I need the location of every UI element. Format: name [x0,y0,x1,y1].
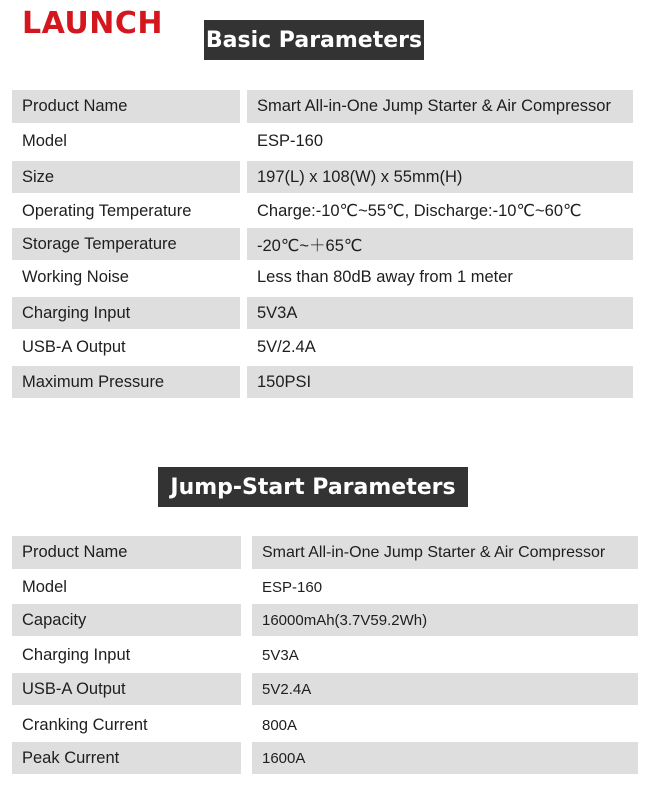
launch-logo: LAUNCH [22,6,164,41]
table-row [0,673,656,705]
param-label: Model [22,577,67,596]
param-value: Smart All-in-One Jump Starter & Air Compressor [252,536,638,569]
param-value: ESP-160 [257,132,324,150]
table-row [0,125,656,158]
param-value: 5V3A [247,297,633,329]
param-label: Maximum Pressure [12,366,240,398]
basic-parameters-title: Basic Parameters [204,20,424,60]
param-label: USB-A Output [22,338,126,356]
table-row [0,366,656,398]
param-label: Peak Current [12,742,241,774]
param-label: Charging Input [22,645,131,664]
table-row [0,639,656,671]
param-value: 800A [262,716,298,734]
param-value: Charge:-10℃~55℃, Discharge:-10℃~60℃ [257,202,582,220]
table-row [0,536,656,569]
table-row [0,90,656,123]
jump-start-parameters-title: Jump-Start Parameters [158,467,468,507]
param-label: Working Noise [22,267,129,286]
table-row [0,742,656,774]
table-row [0,161,656,193]
param-value: 5V/2.4A [257,338,316,356]
param-value: 1600A [252,742,638,774]
param-value: 16000mAh(3.7V59.2Wh) [252,604,638,636]
table-row [0,228,656,260]
table-row [0,708,656,742]
table-row [0,195,656,227]
table-row [0,604,656,636]
param-value: 5V2.4A [252,673,638,705]
param-label: Cranking Current [22,715,148,734]
param-label: USB-A Output [12,673,241,705]
param-label: Model [22,132,67,150]
table-row [0,297,656,329]
param-label: Capacity [12,604,241,636]
param-label: Charging Input [12,297,240,329]
param-label: Size [12,161,240,193]
param-label: Product Name [12,90,240,123]
param-value: 5V3A [262,646,299,664]
table-row [0,331,656,364]
param-value: -20℃~＋65℃ [247,228,633,260]
param-label: Storage Temperature [12,228,240,260]
param-value: Smart All-in-One Jump Starter & Air Compressor [247,90,633,123]
param-value: 150PSI [247,366,633,398]
param-label: Operating Temperature [22,201,192,220]
table-row [0,571,656,603]
table-row [0,261,656,293]
param-value: ESP-160 [262,578,323,596]
param-value: 197(L) x 108(W) x 55mm(H) [247,161,633,193]
param-value: Less than 80dB away from 1 meter [257,267,513,286]
param-label: Product Name [12,536,241,569]
